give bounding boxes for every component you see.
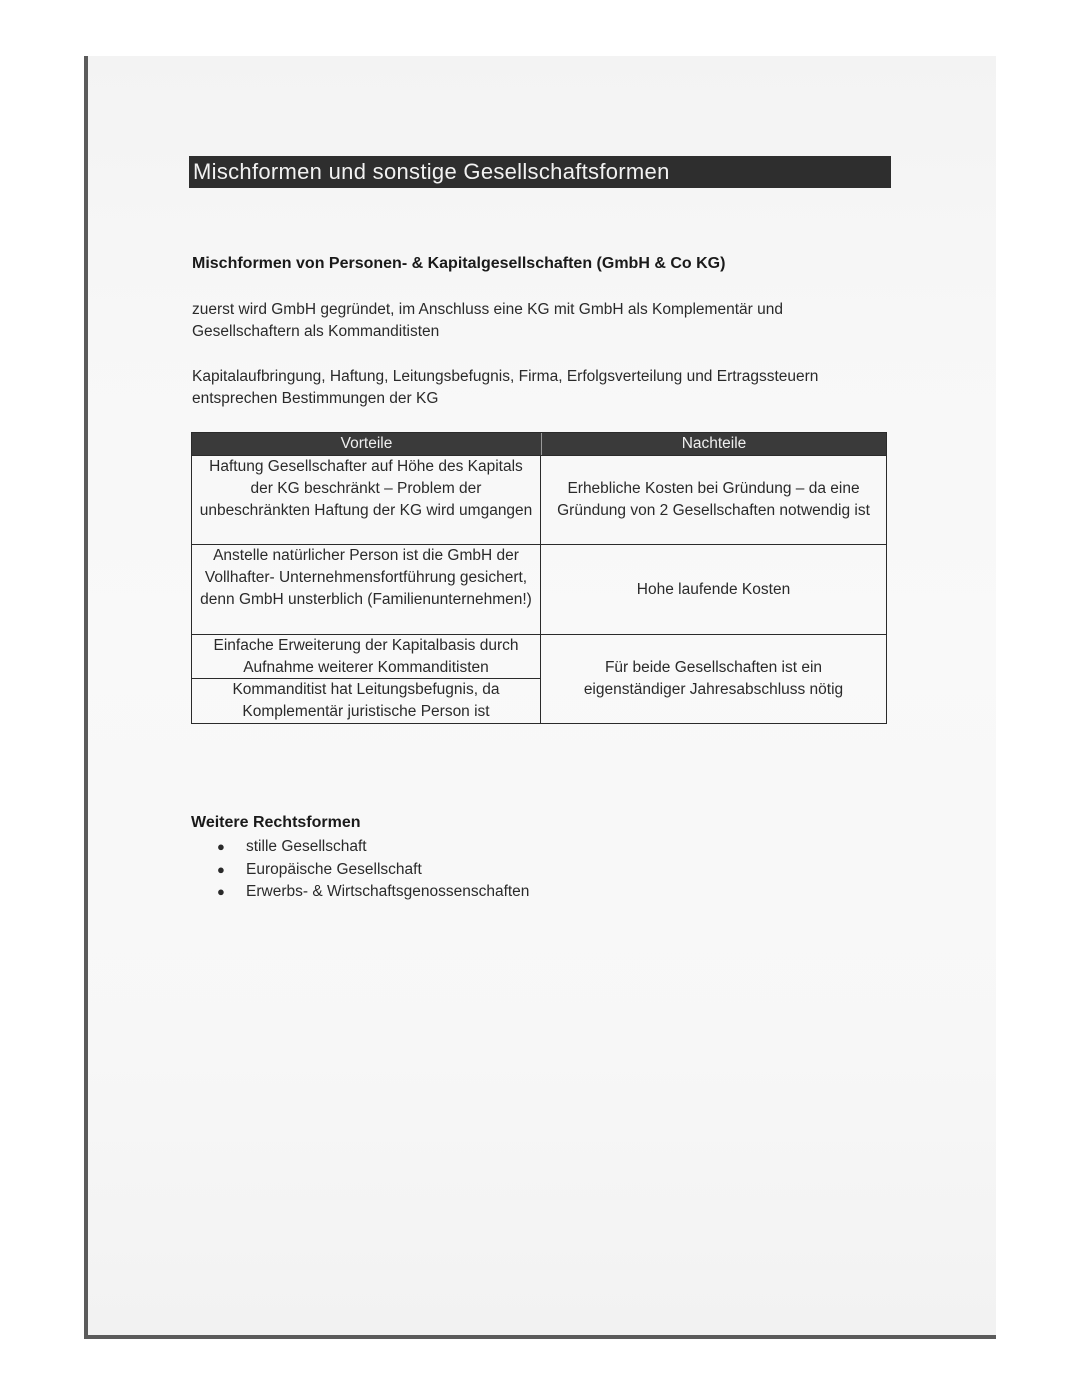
nachteil-text: Für beide Gesellschaften ist ein eigenständiger Jahresabschluss nötig <box>583 659 844 698</box>
list-item-label: Europäische Gesellschaft <box>246 860 422 878</box>
table-body <box>192 455 886 723</box>
list-item <box>214 836 529 859</box>
page-shadow-bottom <box>84 1335 996 1339</box>
bullet-icon: ● <box>217 839 225 854</box>
nachteile-column <box>541 455 886 723</box>
paper-sheet-lower <box>86 638 996 1336</box>
section-heading-mischformen: Mischformen von Personen- & Kapitalgesellschaften (GmbH & Co KG) <box>192 255 726 272</box>
table-header-nachteile: Nachteile <box>681 435 747 452</box>
title-bar <box>189 156 891 188</box>
nachteil-text: Erhebliche Kosten bei Gründung – da eine Gründung von 2 Gesellschaften notwendig ist <box>557 480 870 519</box>
paragraph-bestimmungen: Kapitalaufbringung, Haftung, Leitungsbefugnis, Firma, Erfolgsverteilung und Ertragssteuern entsprechen Bestimmungen der KG <box>192 368 819 407</box>
paragraph-gruendung: zuerst wird GmbH gegründet, im Anschluss eine KG mit GmbH als Komplementär und Gesellschaftern als Kommanditisten <box>192 301 783 340</box>
vorteil-cell: Anstelle natürlicher Person ist die GmbH der Vollhafter- Unternehmensfortführung gesichert, denn GmbH unsterblich (Familienunternehmen!) <box>192 544 540 634</box>
vorteil-cell: Haftung Gesellschafter auf Höhe des Kapitals der KG beschränkt – Problem der unbeschränkten Haftung der KG wird umgangen <box>192 455 540 544</box>
bullet-icon: ● <box>217 884 225 899</box>
vorteil-cell: Kommanditist hat Leitungsbefugnis, da Komplementär juristische Person ist <box>192 678 540 723</box>
nachteil-cell <box>541 544 886 634</box>
list-item-label: Erwerbs- & Wirtschaftsgenossenschaften <box>246 883 530 900</box>
nachteil-cell <box>541 455 886 544</box>
nachteil-text: Hohe laufende Kosten <box>636 580 791 598</box>
section-heading-weitere-rechtsformen: Weitere Rechtsformen <box>191 814 361 831</box>
rechtsformen-list <box>214 836 529 904</box>
vorteil-cell: Einfache Erweiterung der Kapitalbasis durch Aufnahme weiterer Kommanditisten <box>192 634 540 678</box>
page-shadow-left <box>84 56 88 1339</box>
nachteil-cell <box>541 634 886 723</box>
vorteile-column <box>192 455 541 723</box>
bullet-icon: ● <box>217 861 225 877</box>
table-header-vorteile: Vorteile <box>192 433 542 455</box>
vorteile-nachteile-table <box>191 432 887 724</box>
list-item <box>214 859 529 882</box>
list-item <box>214 881 529 904</box>
page-title: Mischformen und sonstige Gesellschaftsformen <box>193 159 670 184</box>
list-item-label: stille Gesellschaft <box>246 838 367 855</box>
table-header-row <box>192 433 886 455</box>
